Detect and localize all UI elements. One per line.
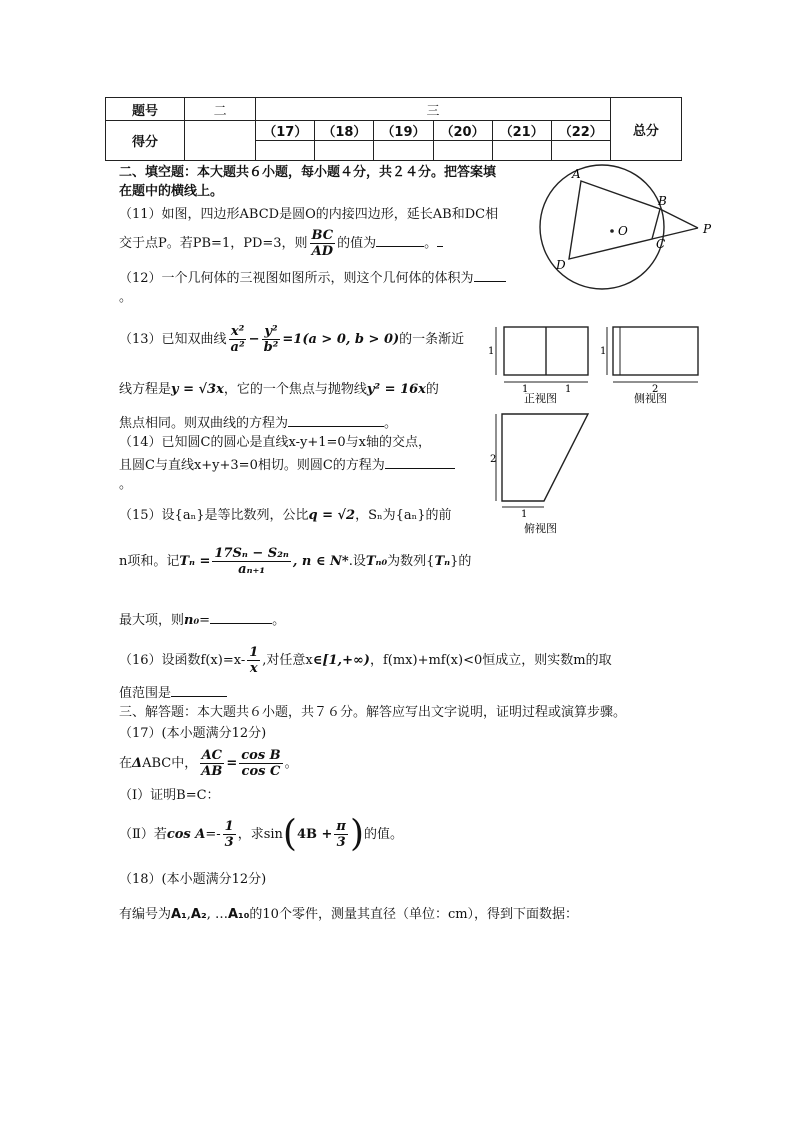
q11-frac-den: AD bbox=[311, 244, 334, 259]
q17-line1-end: 。 bbox=[284, 756, 298, 771]
q18-line1 bbox=[119, 906, 578, 924]
score-table-q21: （21） bbox=[492, 121, 551, 141]
q15-line2-a: n项和。记 bbox=[119, 554, 180, 569]
section2-heading-line2: 在题中的横线上。 bbox=[119, 184, 224, 199]
q17-left-paren: ( bbox=[282, 813, 297, 855]
side-view-label: 侧视图 bbox=[634, 392, 667, 405]
q16-line2 bbox=[119, 683, 227, 703]
q18-line1-a: 有编号为 bbox=[119, 907, 172, 922]
front-view-label: 正视图 bbox=[524, 392, 557, 405]
q17-frac1-den: AB bbox=[201, 764, 223, 779]
q17-cosA: cos A bbox=[166, 827, 206, 842]
score-cell bbox=[315, 141, 374, 161]
q11-text-a: 交于点P。若PB=1，PD=3，则 bbox=[119, 236, 308, 251]
q14-line1: （14）已知圆C的圆心是直线x-y+1=0与x轴的交点， bbox=[119, 435, 431, 450]
q13-asymptote-eq: y = √3x bbox=[171, 382, 224, 397]
q17-part2-c: 的值。 bbox=[363, 827, 403, 842]
front-dim-height: 1 bbox=[488, 346, 495, 357]
q17-right-paren: ) bbox=[349, 813, 364, 855]
q13-line3-end: 。 bbox=[384, 416, 398, 431]
label-B: B bbox=[658, 194, 667, 208]
q16-fraction bbox=[247, 645, 260, 676]
q13-line2-a: 线方程是 bbox=[119, 382, 172, 397]
score-table bbox=[105, 97, 682, 161]
q14-line2 bbox=[119, 455, 455, 475]
label-C: C bbox=[656, 237, 666, 251]
q16-frac-den: x bbox=[249, 661, 258, 676]
score-table-section3: 三 bbox=[256, 98, 611, 121]
q11-text-end: 。 bbox=[424, 236, 438, 251]
score-table-q18: （18） bbox=[315, 121, 374, 141]
q12-line1 bbox=[119, 268, 506, 288]
q16-line2-text: 值范围是 bbox=[119, 686, 172, 701]
q15-n0: n₀ bbox=[184, 613, 200, 628]
q17-pi-frac bbox=[334, 819, 348, 850]
q15-line2-e: }的 bbox=[450, 554, 472, 569]
q17-frac2 bbox=[239, 748, 282, 779]
three-views-figure bbox=[488, 320, 713, 538]
q15-line2-d: 为数列{ bbox=[387, 554, 435, 569]
q13-frac-x-num: x² bbox=[230, 324, 245, 339]
q16-line1 bbox=[119, 643, 612, 679]
q13-line1 bbox=[119, 322, 464, 358]
score-table-section2: 二 bbox=[185, 98, 256, 121]
top-dim-height: 2 bbox=[490, 454, 497, 465]
score-table-q22: （22） bbox=[551, 121, 610, 141]
q15-line2-c: .设 bbox=[348, 554, 366, 569]
circle-quadrilateral-figure bbox=[532, 160, 732, 290]
q17-pi-num: π bbox=[336, 819, 346, 834]
quadrilateral-ABCD bbox=[569, 181, 660, 259]
q15-line3-a: 最大项，则 bbox=[119, 613, 185, 628]
q15-line3 bbox=[119, 610, 285, 630]
q13-line3 bbox=[119, 413, 397, 433]
q18-A10: A₁₀ bbox=[227, 907, 250, 922]
side-dim-height: 1 bbox=[600, 346, 607, 357]
q13-frac-y bbox=[262, 324, 281, 355]
score-cell bbox=[492, 141, 551, 161]
top-dim-width: 1 bbox=[521, 509, 528, 520]
q15-line3-b: = bbox=[199, 613, 211, 628]
q18-sep1: , bbox=[186, 907, 191, 922]
q17-part2-frac bbox=[223, 819, 236, 850]
q18-sep2: , … bbox=[206, 907, 228, 922]
q14-answer-blank[interactable] bbox=[385, 455, 455, 469]
q15-line1-a: （15）设{aₙ}是等比数列，公比 bbox=[119, 508, 309, 523]
q17-frac1 bbox=[199, 748, 224, 779]
q15-fraction bbox=[212, 546, 290, 577]
q17-part2-frac-num: 1 bbox=[224, 819, 234, 834]
label-A: A bbox=[572, 167, 581, 181]
score-table-q19: （19） bbox=[374, 121, 433, 141]
q17-line1 bbox=[119, 746, 298, 782]
q11-text-b: 的值为 bbox=[337, 236, 377, 251]
score-cell bbox=[374, 141, 433, 161]
q15-line1 bbox=[119, 507, 452, 525]
score-cell bbox=[551, 141, 610, 161]
q13-suffix: 的一条渐近 bbox=[399, 332, 465, 347]
q13-answer-blank[interactable] bbox=[288, 413, 384, 427]
q11-fraction bbox=[310, 228, 336, 259]
q18-line1-b: 的10个零件，测量其直径（单位：cm），得到下面数据： bbox=[249, 907, 579, 922]
q15-line3-end: 。 bbox=[272, 613, 286, 628]
q17-frac2-den: cos C bbox=[241, 764, 281, 779]
q18-A1: A₁ bbox=[171, 907, 187, 922]
q17-part1: （Ⅰ）证明B=C： bbox=[119, 788, 220, 803]
q17-triangle-symbol: Δ bbox=[132, 756, 143, 771]
q12-line2: 。 bbox=[119, 290, 133, 305]
q17-part2-a: （Ⅱ）若 bbox=[119, 827, 167, 842]
q16-interval: ∈[1,+∞) bbox=[312, 653, 370, 668]
q15-T0: Tₙ₀ bbox=[365, 554, 388, 569]
q15-line2 bbox=[119, 544, 471, 580]
q15-answer-blank[interactable] bbox=[210, 610, 272, 624]
q17-title: （17）(本小题满分12分) bbox=[119, 726, 267, 741]
q13-frac-x bbox=[229, 324, 247, 355]
top-view-trapezoid bbox=[502, 414, 588, 501]
q11-frac-num: BC bbox=[311, 228, 334, 243]
q12-text: （12）一个几何体的三视图如图所示，则这个几何体的体积为 bbox=[119, 271, 474, 286]
score-table-q17: （17） bbox=[256, 121, 315, 141]
side-view-rect bbox=[613, 327, 698, 375]
q12-answer-blank[interactable] bbox=[474, 268, 506, 282]
section2-heading-line1: 二、填空题：本大题共６小题，每小题４分，共２４分。把答案填 bbox=[119, 165, 497, 180]
q11-line2 bbox=[119, 228, 443, 260]
q17-frac1-num: AC bbox=[201, 748, 222, 763]
label-O: O bbox=[618, 224, 628, 238]
score-cell bbox=[256, 141, 315, 161]
q13-line2-c: 的 bbox=[425, 382, 439, 397]
q13-minus: − bbox=[248, 332, 260, 347]
q17-equals: = bbox=[226, 756, 238, 771]
q17-part2-eq: =- bbox=[205, 827, 221, 842]
label-D: D bbox=[556, 258, 566, 272]
side-dim-width: 2 bbox=[652, 384, 659, 395]
top-view-label: 俯视图 bbox=[524, 522, 557, 535]
q17-part2-frac-den: 3 bbox=[224, 835, 234, 850]
front-dim-width-left: 1 bbox=[522, 384, 529, 395]
score-table-score-label: 得分 bbox=[106, 121, 185, 161]
q13-line2-b: ，它的一个焦点与抛物线 bbox=[223, 382, 367, 397]
center-point bbox=[610, 229, 614, 233]
q13-eq-rest: =1(a > 0, b > 0) bbox=[282, 332, 400, 347]
q13-parabola-eq: y² = 16x bbox=[366, 382, 426, 397]
score-cell-section2 bbox=[185, 121, 256, 161]
q14-line2-text: 且圆C与直线x+y+3=0相切。则圆C的方程为 bbox=[119, 458, 385, 473]
q15-line1-b: ，Sₙ为{aₙ}的前 bbox=[355, 508, 452, 523]
section3-heading: 三、解答题：本大题共６小题，共７６分。解答应写出文字说明，证明过程或演算步骤。 bbox=[119, 705, 627, 720]
q17-pi-den: 3 bbox=[336, 835, 346, 850]
q11-line1: （11）如图，四边形ABCD是圆O的内接四边形，延长AB和DC相 bbox=[119, 207, 499, 222]
q16-line1-c: ，f(mx)+mf(x)<0恒成立，则实数m的取 bbox=[369, 653, 612, 668]
q17-line1-a: 在 bbox=[119, 756, 133, 771]
q13-prefix: （13）已知双曲线 bbox=[119, 332, 227, 347]
q17-frac2-num: cos B bbox=[241, 748, 281, 763]
q15-ratio-eq: q = √2 bbox=[308, 508, 356, 523]
q17-line1-b: ABC中， bbox=[142, 756, 198, 771]
q13-frac-x-den: a² bbox=[230, 340, 245, 355]
q15-Tn: Tₙ bbox=[434, 554, 451, 569]
q15-domain: , n ∈ N* bbox=[292, 554, 349, 569]
score-table-header-label: 题号 bbox=[106, 98, 185, 121]
score-table-total: 总分 bbox=[610, 98, 681, 161]
q14-line3: 。 bbox=[119, 477, 133, 492]
q16-frac-num: 1 bbox=[249, 645, 259, 660]
q11-answer-blank[interactable] bbox=[376, 233, 424, 247]
q13-line2 bbox=[119, 381, 439, 399]
q13-line3-text: 焦点相同。则双曲线的方程为 bbox=[119, 416, 289, 431]
front-dim-width-right: 1 bbox=[565, 384, 572, 395]
q17-part2 bbox=[119, 815, 403, 855]
q13-frac-y-den: b² bbox=[263, 340, 279, 355]
q16-answer-blank[interactable] bbox=[171, 683, 227, 697]
line-BP bbox=[660, 209, 698, 228]
q15-frac-den: aₙ₊₁ bbox=[238, 562, 266, 577]
q18-title: （18）(本小题满分12分) bbox=[119, 872, 267, 887]
q11-end-underline bbox=[437, 233, 443, 247]
score-cell bbox=[433, 141, 492, 161]
q16-line1-b: ,对任意x bbox=[262, 653, 313, 668]
q17-inner-expr: 4B + bbox=[296, 827, 333, 842]
q16-line1-a: （16）设函数f(x)=x- bbox=[119, 653, 246, 668]
q15-T-eq: Tₙ = bbox=[179, 554, 211, 569]
label-P: P bbox=[703, 222, 712, 236]
q15-frac-num: 17Sₙ − S₂ₙ bbox=[214, 546, 289, 561]
q13-frac-y-num: y² bbox=[264, 324, 278, 339]
score-table-q20: （20） bbox=[433, 121, 492, 141]
q17-part2-b: ，求sin bbox=[237, 827, 283, 842]
q18-A2: A₂ bbox=[190, 907, 207, 922]
